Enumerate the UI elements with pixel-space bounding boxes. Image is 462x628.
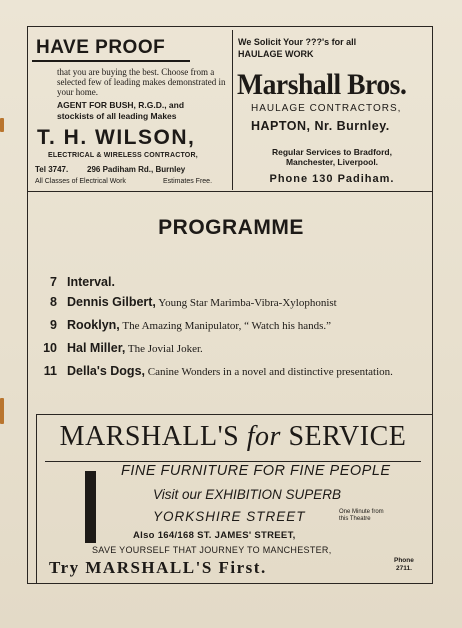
- programme-item-name: Della's Dogs,: [67, 364, 145, 378]
- marshall-bros-services-line2: Manchester, Liverpool.: [285, 157, 379, 167]
- marshall-bros-advert: [232, 30, 431, 190]
- marshalls-service-title-post: SERVICE: [288, 421, 407, 452]
- staple-bottom: [0, 398, 4, 424]
- wilson-all-classes: All Classes of Electrical Work: [35, 178, 126, 185]
- wilson-headline: HAVE PROOF: [32, 36, 190, 62]
- marshalls-service-advert: [36, 414, 432, 583]
- wilson-name: T. H. WILSON,: [37, 126, 196, 149]
- wilson-agent-line2: stockists of all leading Makes: [57, 111, 177, 121]
- programme-item-name: Interval.: [67, 275, 115, 289]
- marshalls-service-title-for: for: [246, 421, 281, 452]
- marshall-bros-name: Marshall Bros.: [237, 68, 407, 101]
- staple-top: [0, 118, 4, 132]
- marshall-bros-haulage: HAULAGE CONTRACTORS,: [251, 103, 402, 114]
- wilson-agent: [57, 100, 229, 122]
- programme-item-name: Dennis Gilbert,: [67, 295, 156, 309]
- wilson-address: 296 Padiham Rd., Burnley: [87, 165, 186, 174]
- wilson-contractor: ELECTRICAL & WIRELESS CONTRACTOR,: [48, 152, 198, 159]
- wilson-intro: that you are buying the best. Choose from a selected few of leading makes demonstrated in your home.: [57, 67, 226, 97]
- adverts-divider: [27, 191, 432, 192]
- programme-item-number: 7: [50, 275, 57, 289]
- marshall-bros-services-line1: Regular Services to Bradford,: [272, 147, 392, 157]
- marshall-bros-solicit-line1: We Solicit Your ???'s for all: [238, 37, 357, 47]
- programme-item-description: Canine Wonders in a novel and distinctive presentation.: [147, 366, 393, 378]
- marshalls-service-title: [37, 421, 429, 453]
- wilson-agent-line1: AGENT FOR BUSH, R.G.D., and: [57, 100, 185, 110]
- marshalls-service-street: YORKSHIRE STREET: [153, 509, 306, 524]
- marshall-bros-solicit: [238, 36, 356, 60]
- programme-item-description: The Jovial Joker.: [127, 343, 203, 355]
- marshall-bros-location: HAPTON, Nr. Burnley.: [251, 119, 390, 133]
- marshalls-service-minute-line2: this Theatre: [339, 516, 371, 522]
- wilson-tel: Tel 3747.: [35, 165, 69, 174]
- marshalls-service-save: SAVE YOURSELF THAT JOURNEY TO MANCHESTER,: [92, 545, 332, 555]
- marshalls-service-fine: FINE FURNITURE FOR FINE PEOPLE: [121, 463, 391, 479]
- programme-title: PROGRAMME: [158, 216, 304, 239]
- marshalls-service-also: Also 164/168 ST. JAMES' STREET,: [133, 530, 296, 541]
- programme-item-name: Rooklyn,: [67, 318, 120, 332]
- programme-item-number: 10: [43, 341, 57, 355]
- programme-item-description: The Amazing Manipulator, “ Watch his hands.”: [122, 320, 331, 332]
- wilson-estimates: Estimates Free.: [163, 178, 213, 185]
- marshalls-service-minute-line1: One Minute from: [339, 509, 384, 515]
- marshall-bros-services: [233, 147, 431, 167]
- marshalls-service-try: Try MARSHALL'S First.: [49, 558, 267, 577]
- marshalls-service-minute: [339, 509, 384, 523]
- marshalls-service-title-pre: MARSHALL'S: [59, 421, 240, 452]
- wilson-advert: [30, 30, 230, 190]
- marshalls-service-phone-number: 2711.: [395, 565, 412, 572]
- programme-item-number: 8: [50, 295, 57, 309]
- programme-item-description: Young Star Marimba-Vibra-Xylophonist: [158, 297, 337, 309]
- programme-item-number: 11: [43, 364, 57, 378]
- marshalls-service-bar: [85, 471, 96, 543]
- marshall-bros-solicit-line2: HAULAGE WORK: [238, 49, 314, 59]
- programme-item-number: 9: [50, 318, 57, 332]
- marshall-bros-phone: Phone 130 Padiham.: [269, 173, 395, 185]
- marshalls-service-phone-label: Phone: [394, 557, 414, 564]
- marshalls-service-phone: [394, 557, 414, 573]
- marshalls-service-visit: Visit our EXHIBITION SUPERB: [153, 487, 342, 502]
- programme-item-name: Hal Miller,: [67, 341, 126, 355]
- marshalls-service-rule: [45, 461, 421, 462]
